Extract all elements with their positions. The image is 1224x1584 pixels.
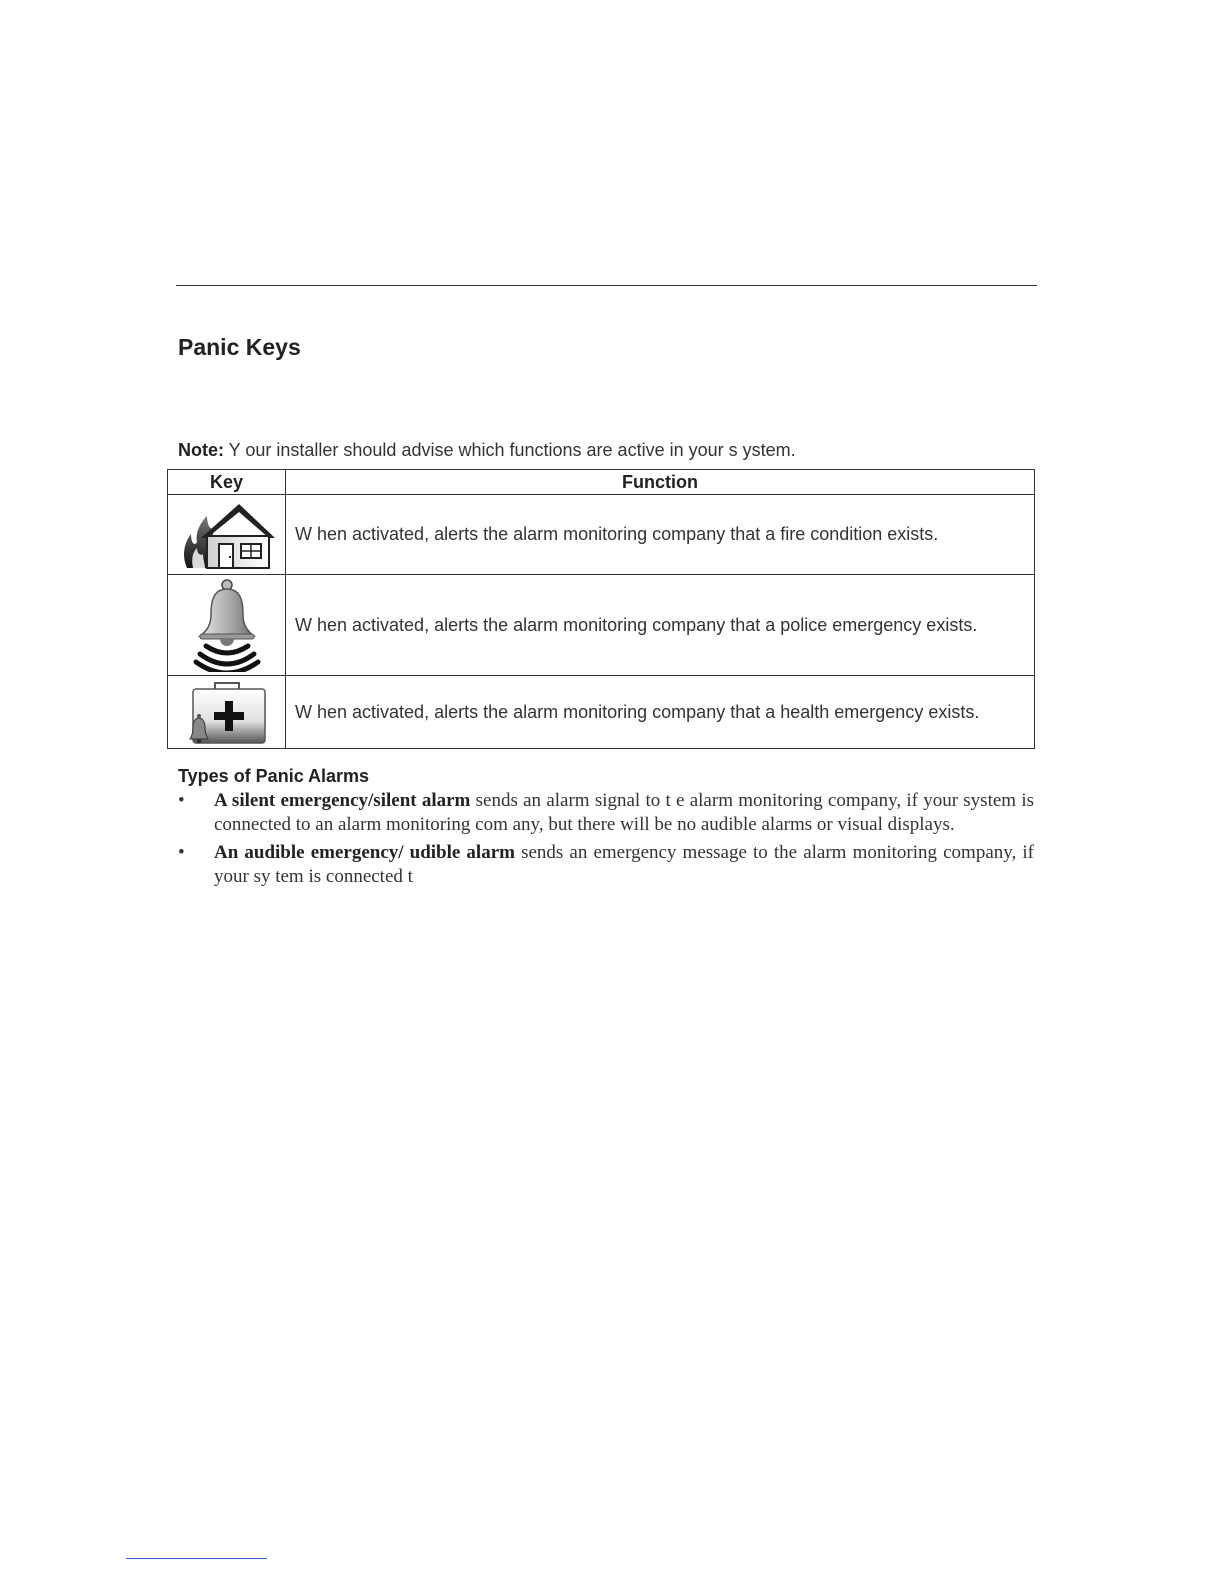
function-fire: W hen activated, alerts the alarm monitoring company that a fire condition exists. (286, 495, 1035, 575)
note-text: Y our installer should advise which functions are active in your s ystem. (224, 440, 796, 460)
function-medical: W hen activated, alerts the alarm monitoring company that a health emergency exists. (286, 676, 1035, 749)
list-item-audible (178, 841, 1034, 889)
footer-link-underline[interactable] (126, 1558, 267, 1559)
term-silent: A silent emergency/silent alarm (214, 790, 471, 811)
list-item-silent (178, 789, 1034, 837)
header-function: Function (286, 470, 1035, 495)
table-row-police (168, 575, 1035, 676)
desc-silent: sends an alarm signal to t e alarm monitoring company, if your system is connected to an alarm monitoring com any, but there will be no audible alarms or visual displays. (214, 790, 1035, 835)
key-cell-fire (168, 495, 286, 575)
header-key: Key (168, 470, 286, 495)
key-cell-medical (168, 676, 286, 749)
table-header-row (168, 470, 1035, 495)
section-title: Panic Keys (178, 334, 301, 360)
term-audible: An audible emergency/ udible alarm (214, 842, 515, 863)
types-title: Types of Panic Alarms (178, 766, 370, 786)
bullet: • (178, 790, 185, 811)
key-cell-police (168, 575, 286, 676)
fire-house-icon (179, 498, 275, 572)
top-rule (176, 285, 1037, 286)
bullet: • (178, 842, 185, 863)
police-bell-icon (192, 578, 262, 672)
alarm-types-list (178, 789, 1034, 893)
table-row-fire (168, 495, 1035, 575)
desc-audible: sends an emergency message to the alarm monitoring company, if your sy tem is connected t (214, 842, 1034, 887)
note-label: Note: (178, 440, 224, 460)
note (178, 440, 796, 461)
table-row-medical (168, 676, 1035, 749)
function-police: W hen activated, alerts the alarm monitoring company that a police emergency exists. (286, 575, 1035, 676)
panic-keys-table (167, 469, 1035, 749)
medical-kit-icon (187, 679, 267, 745)
